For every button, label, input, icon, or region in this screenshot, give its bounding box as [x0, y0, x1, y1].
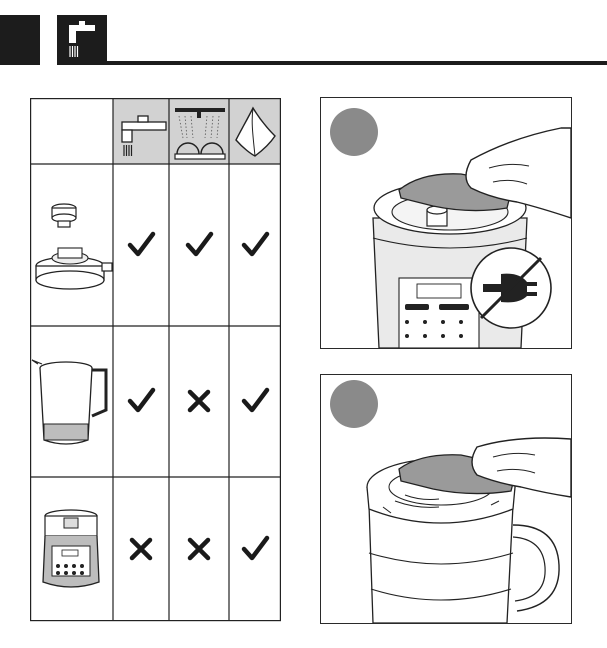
- step-number-circle: [330, 108, 378, 156]
- check-mark-icon: [130, 234, 153, 254]
- tap-icon: [57, 15, 107, 65]
- jug-icon: [32, 360, 106, 444]
- wipe-lid-illustration: [320, 374, 572, 624]
- check-mark-icon: [188, 234, 211, 254]
- check-mark-icon: [130, 390, 153, 410]
- check-mark-icon: [244, 234, 267, 254]
- lid-and-cap-icon: [36, 204, 112, 289]
- check-mark-icon: [244, 538, 267, 558]
- header-block: [0, 15, 40, 65]
- cross-mark-icon: [190, 392, 208, 410]
- step-number-circle: [330, 380, 378, 428]
- motor-base-icon: [43, 510, 99, 587]
- wipe-base-unplugged-illustration: [320, 97, 572, 349]
- header-rule: [107, 61, 607, 65]
- cross-mark-icon: [190, 540, 208, 558]
- cross-mark-icon: [132, 540, 150, 558]
- check-mark-icon: [244, 390, 267, 410]
- cleaning-table: [30, 98, 282, 626]
- no-plug-icon: [471, 248, 551, 328]
